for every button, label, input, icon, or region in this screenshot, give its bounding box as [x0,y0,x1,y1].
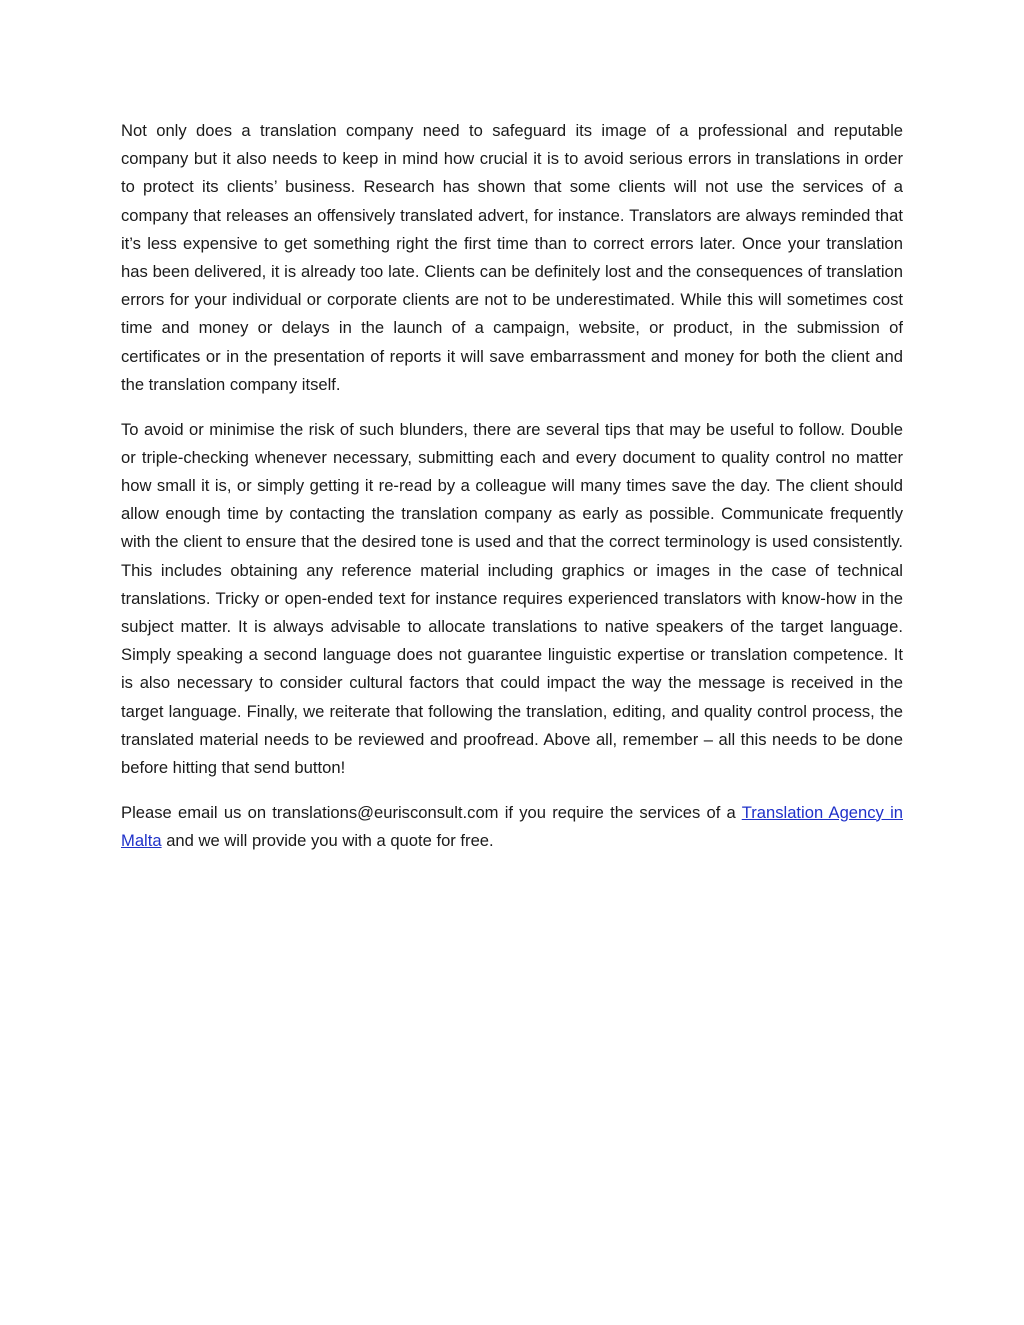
contact-text-before: Please email us on translations@eurisconsult.com if you require the services of a [121,802,742,822]
paragraph-tips: To avoid or minimise the risk of such blunders, there are several tips that may be useful to follow. Double or triple-checking whenever necessary, submitting each and every document to quality control no matter how small it is, or simply getting it re-read by a colleague will many times save the day. The client should allow enough time by contacting the translation company as early as possible. Communicate frequently with the client to ensure that the desired tone is used and that the correct terminology is used consistently. This includes obtaining any reference material including graphics or images in the case of technical translations. Tricky or open-ended text for instance requires experienced translators with know-how in the subject matter. It is always advisable to allocate translations to native speakers of the target language. Simply speaking a second language does not guarantee linguistic expertise or translation competence. It is also necessary to consider cultural factors that could impact the way the message is received in the target language. Finally, we reiterate that following the translation, editing, and quality control process, the translated material needs to be reviewed and proofread. Above all, remember – all this needs to be done before hitting that send button! [121,419,903,777]
document-page [121,117,903,872]
translation-agency-link[interactable]: Translation Agency in Malta [121,802,903,850]
paragraph-contact [121,799,903,855]
contact-text-after: and we will provide you with a quote for free. [161,830,494,850]
paragraph-reputation: Not only does a translation company need to safeguard its image of a professional and reputable company but it also needs to keep in mind how crucial it is to avoid serious errors in translations in order to protect its clients’ business. Research has shown that some clients will not use the services of a company that releases an offensively translated advert, for instance. Translators are always reminded that it’s less expensive to get something right the first time than to correct errors later. Once your translation has been delivered, it is already too late. Clients can be definitely lost and the consequences of translation errors for your individual or corporate clients are not to be underestimated. While this will sometimes cost time and money or delays in the launch of a campaign, website, or product, in the submission of certificates or in the presentation of reports it will save embarrassment and money for both the client and the translation company itself. [121,121,903,394]
